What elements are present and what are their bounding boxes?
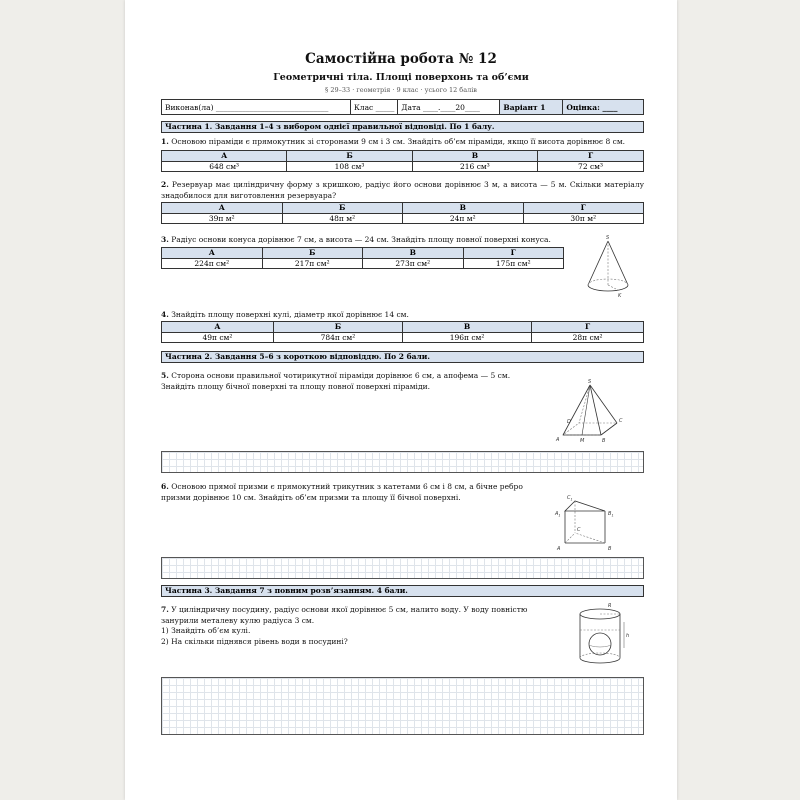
answer-box-6[interactable] (161, 557, 644, 579)
question-7-subtask-2: 2) На скільки піднявся рівень води в посудині? (161, 636, 348, 646)
question-7-subtask-1: 1) Знайдіть об’єм кулі. (161, 626, 251, 635)
pyramid-vertex-d-label: D (567, 419, 571, 425)
pyramid-apex-label: S (588, 379, 592, 385)
answer-option[interactable]: 39π м² (162, 213, 283, 224)
question-1-text: Основою піраміди є прямокутник зі сторонами 9 см і 3 см. Знайдіть об’єм піраміди, якщо її висота дорівнює 8 см. (171, 137, 626, 146)
date-field[interactable]: Дата ____.____20____ (398, 100, 500, 115)
question-2-text: Резервуар має циліндричну форму з кришкою, радіус його основи дорівнює 3 м, а висота — 5 м. Скільки матеріалу знадобилося для виготовлення резервуара? (161, 180, 644, 200)
question-2-answers (161, 202, 644, 224)
option-letter: Б (262, 248, 363, 259)
cone-apex-label: S (606, 235, 610, 241)
prism-b1-label: $B_1$ (608, 511, 614, 518)
question-6-number: 6. (161, 482, 169, 491)
option-letter: В (403, 203, 524, 214)
question-3 (161, 235, 581, 246)
question-7-number: 7. (161, 605, 169, 614)
option-letter: В (402, 322, 531, 333)
worksheet-page (125, 0, 677, 800)
question-3-number: 3. (161, 235, 169, 244)
page-meta: § 29–33 · геометрія · 9 клас · усього 12 балів (325, 86, 477, 94)
option-letter: Г (538, 151, 644, 162)
question-3-answers (161, 247, 564, 269)
option-letter: Г (463, 248, 564, 259)
cone-figure (580, 233, 635, 301)
prism-b-label: B (608, 546, 612, 552)
answer-option[interactable]: 224π см² (162, 258, 263, 269)
question-2 (161, 180, 644, 201)
question-5-text: Сторона основи правильної чотирикутної піраміди дорівнює 6 см, а апофема — 5 см. Знайдіть площу бічної поверхні та площу повної поверхні піраміди. (161, 371, 511, 391)
option-letter: Б (282, 203, 403, 214)
question-6-text: Основою прямої призми є прямокутний трикутник з катетами 6 см і 8 см, а бічне ребро призми дорівнює 10 см. Знайдіть об’єм призми та площу її бічної поверхні. (161, 482, 523, 502)
page-subtitle: Геометричні тіла. Площі поверхонь та об’єми (273, 72, 529, 83)
answer-option[interactable]: 30π м² (523, 213, 644, 224)
option-letter: В (412, 151, 537, 162)
pyramid-point-m-label: M (580, 438, 585, 444)
question-5-number: 5. (161, 371, 169, 380)
option-letter: А (162, 322, 274, 333)
question-3-text: Радіус основи конуса дорівнює 7 см, а висота — 24 см. Знайдіть площу повної поверхні конуса. (171, 235, 551, 244)
prism-a-label: A (557, 546, 561, 552)
answer-option[interactable]: 196π см² (402, 332, 531, 343)
answer-option[interactable]: 108 см³ (287, 161, 412, 172)
option-letter: В (363, 248, 464, 259)
prism-figure (553, 491, 625, 555)
option-letter: Б (273, 322, 402, 333)
pyramid-vertex-b-label: B (602, 438, 606, 444)
cone-base-label: K (618, 293, 622, 299)
answer-option[interactable]: 24π м² (403, 213, 524, 224)
cylinder-radius-label: R (608, 603, 612, 609)
answer-option[interactable]: 175π см² (463, 258, 564, 269)
part3-header: Частина 3. Завдання 7 з повним розв’язанням. 4 бали. (161, 585, 644, 597)
page-title: Самостійна робота № 12 (305, 51, 497, 67)
answer-option[interactable]: 48π м² (282, 213, 403, 224)
answer-option[interactable]: 784π см² (273, 332, 402, 343)
student-name-field[interactable]: Виконав(ла) ______________________________ (162, 100, 351, 115)
pyramid-vertex-c-label: C (619, 418, 623, 424)
answer-option[interactable]: 216 см³ (412, 161, 537, 172)
question-1-answers (161, 150, 644, 172)
question-4-number: 4. (161, 310, 169, 319)
question-4 (161, 310, 644, 321)
question-1-number: 1. (161, 137, 169, 146)
class-field[interactable]: Клас _____ (351, 100, 398, 115)
question-7 (161, 605, 561, 647)
question-6 (161, 482, 546, 503)
prism-c1-label: $C_1$ (567, 495, 573, 502)
question-2-number: 2. (161, 180, 169, 189)
pyramid-figure (553, 377, 628, 445)
answer-option[interactable]: 72 см³ (538, 161, 644, 172)
answer-box-7[interactable] (161, 677, 644, 735)
answer-option[interactable]: 273π см² (363, 258, 464, 269)
question-7-text: У циліндричну посудину, радіус основи якої дорівнює 5 см, налито воду. У воду повністю занурили металеву кулю радіуса 3 см. (161, 605, 528, 625)
prism-c-label: C (577, 527, 581, 533)
question-5 (161, 371, 546, 392)
option-letter: А (162, 203, 283, 214)
question-4-answers (161, 321, 644, 343)
answer-option[interactable]: 648 см³ (162, 161, 287, 172)
option-letter: Г (523, 203, 644, 214)
variant-label: Варіант 1 (500, 100, 563, 115)
question-1 (161, 137, 644, 148)
answer-box-5[interactable] (161, 451, 644, 473)
question-4-text: Знайдіть площу поверхні кулі, діаметр якої дорівнює 14 см. (171, 310, 409, 319)
option-letter: Б (287, 151, 412, 162)
answer-option[interactable]: 28π см² (532, 332, 644, 343)
part1-header: Частина 1. Завдання 1–4 з вибором однієї правильної відповіді. По 1 балу. (161, 121, 644, 133)
prism-a1-label: $A_1$ (555, 511, 561, 518)
option-letter: А (162, 248, 263, 259)
cylinder-figure (570, 600, 635, 670)
part2-header: Частина 2. Завдання 5–6 з короткою відповіддю. По 2 бали. (161, 351, 644, 363)
answer-option[interactable]: 49π см² (162, 332, 274, 343)
answer-option[interactable]: 217π см² (262, 258, 363, 269)
pyramid-vertex-a-label: A (556, 437, 560, 443)
student-info-row (161, 99, 644, 115)
option-letter: А (162, 151, 287, 162)
option-letter: Г (532, 322, 644, 333)
cylinder-height-label: h (626, 633, 630, 639)
grade-field: Оцінка: ____ (563, 100, 644, 115)
